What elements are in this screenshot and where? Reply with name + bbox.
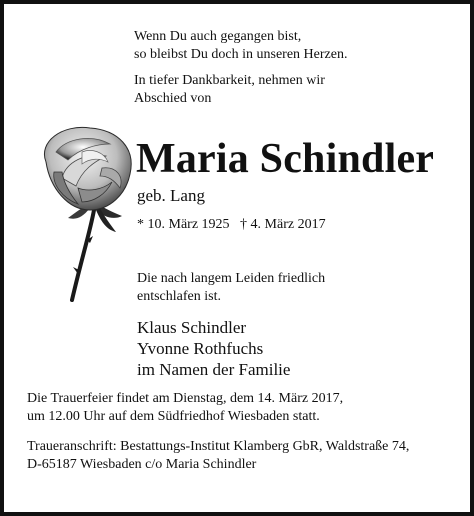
funeral-line-1: Die Trauerfeier findet am Dienstag, dem 14. März 2017, xyxy=(27,391,344,406)
poem-line-1: Wenn Du auch gegangen bist, xyxy=(134,29,302,44)
address-line-2: D-65187 Wiesbaden c/o Maria Schindler xyxy=(27,457,257,472)
intro-line-1: In tiefer Dankbarkeit, nehmen wir xyxy=(134,73,325,88)
mourner-1: Klaus Schindler xyxy=(137,318,247,337)
mourner-2: Yvonne Rothfuchs xyxy=(137,339,264,358)
rose-icon xyxy=(32,122,142,304)
mourner-3: im Namen der Familie xyxy=(137,360,291,379)
deceased-name: Maria Schindler xyxy=(136,136,435,182)
poem-line-2: so bleibst Du doch in unseren Herzen. xyxy=(134,47,348,62)
passing-line-2: entschlafen ist. xyxy=(137,289,221,304)
address-line-1: Traueranschrift: Bestattungs-Institut Klamberg GbR, Waldstraße 74, xyxy=(27,439,410,454)
passing-line-1: Die nach langem Leiden friedlich xyxy=(137,271,326,286)
funeral-line-2: um 12.00 Uhr auf dem Südfriedhof Wiesbaden statt. xyxy=(27,409,320,424)
life-dates: * 10. März 1925 † 4. März 2017 xyxy=(137,217,326,232)
maiden-name: geb. Lang xyxy=(137,186,205,205)
intro-line-2: Abschied von xyxy=(134,91,212,106)
